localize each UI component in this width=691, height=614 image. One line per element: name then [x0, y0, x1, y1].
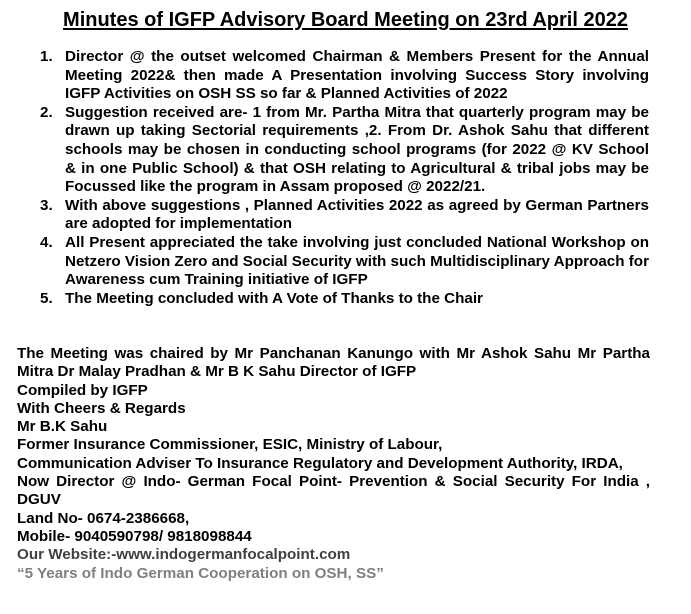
minutes-item	[40, 289, 649, 309]
director-role-text: Now Director @ Indo- German Focal Point- Prevention & Social Security For India , DGUV	[17, 473, 650, 509]
item-number: 4.	[40, 233, 53, 251]
minutes-list	[40, 48, 649, 308]
communication-adviser-text: Communication Adviser To Insurance Regulatory and Development Authority, IRDA,	[17, 454, 623, 472]
minutes-item	[40, 103, 649, 197]
compiled-by-text: Compiled by IGFP	[17, 381, 148, 399]
mobile-number: Mobile- 9040590798/ 9818098844	[17, 527, 252, 545]
former-role-text: Former Insurance Commissioner, ESIC, Ministry of Labour,	[17, 436, 443, 454]
item-text: With above suggestions , Planned Activities 2022 as agreed by German Partners are adopted for implementation	[65, 196, 649, 233]
item-text: All Present appreciated the take involving just concluded National Workshop on Netzero Vision Zero and Social Security with such Multidisciplinary Approach for Awareness cum Training initiative of IGFP	[65, 233, 649, 289]
page-title: Minutes of IGFP Advisory Board Meeting on 23rd April 2022	[63, 9, 628, 31]
signature-block	[17, 345, 650, 583]
regards-text: With Cheers & Regards	[17, 399, 186, 417]
minutes-item	[40, 196, 649, 234]
chaired-by-text: The Meeting was chaired by Mr Panchanan Kanungo with Mr Ashok Sahu Mr Partha Mitra Dr Malay Pradhan & Mr B K Sahu Director of IGFP	[17, 345, 650, 381]
item-number: 1.	[40, 48, 53, 65]
tagline-text: “5 Years of Indo German Cooperation on OSH, SS”	[17, 564, 384, 582]
item-text: Suggestion received are- 1 from Mr. Partha Mitra that quarterly program may be drawn up taking Sectorial requirements ,2. From Dr. Ashok Sahu that different schools may be chosen in conducting school programs (for 2022 @ KV School & in one Public School) & that OSH relating to Agricultural & tribal jobs may be Focussed like the program in Assam proposed @ 2022/21.	[65, 103, 649, 196]
item-number: 3.	[40, 196, 53, 214]
item-number: 2.	[40, 103, 53, 121]
website-link[interactable]: Our Website:-www.indogermanfocalpoint.com	[17, 546, 351, 564]
item-number: 5.	[40, 289, 53, 307]
item-text: The Meeting concluded with A Vote of Thanks to the Chair	[65, 289, 483, 307]
minutes-item	[40, 233, 649, 290]
minutes-item	[40, 48, 649, 104]
signatory-name: Mr B.K Sahu	[17, 418, 108, 436]
land-number: Land No- 0674-2386668,	[17, 509, 190, 527]
item-text: Director @ the outset welcomed Chairman & Members Present for the Annual Meeting 2022& then made A Presentation involving Success Story involving IGFP Activities on OSH SS so far & Planned Activities of 2022	[65, 48, 649, 103]
